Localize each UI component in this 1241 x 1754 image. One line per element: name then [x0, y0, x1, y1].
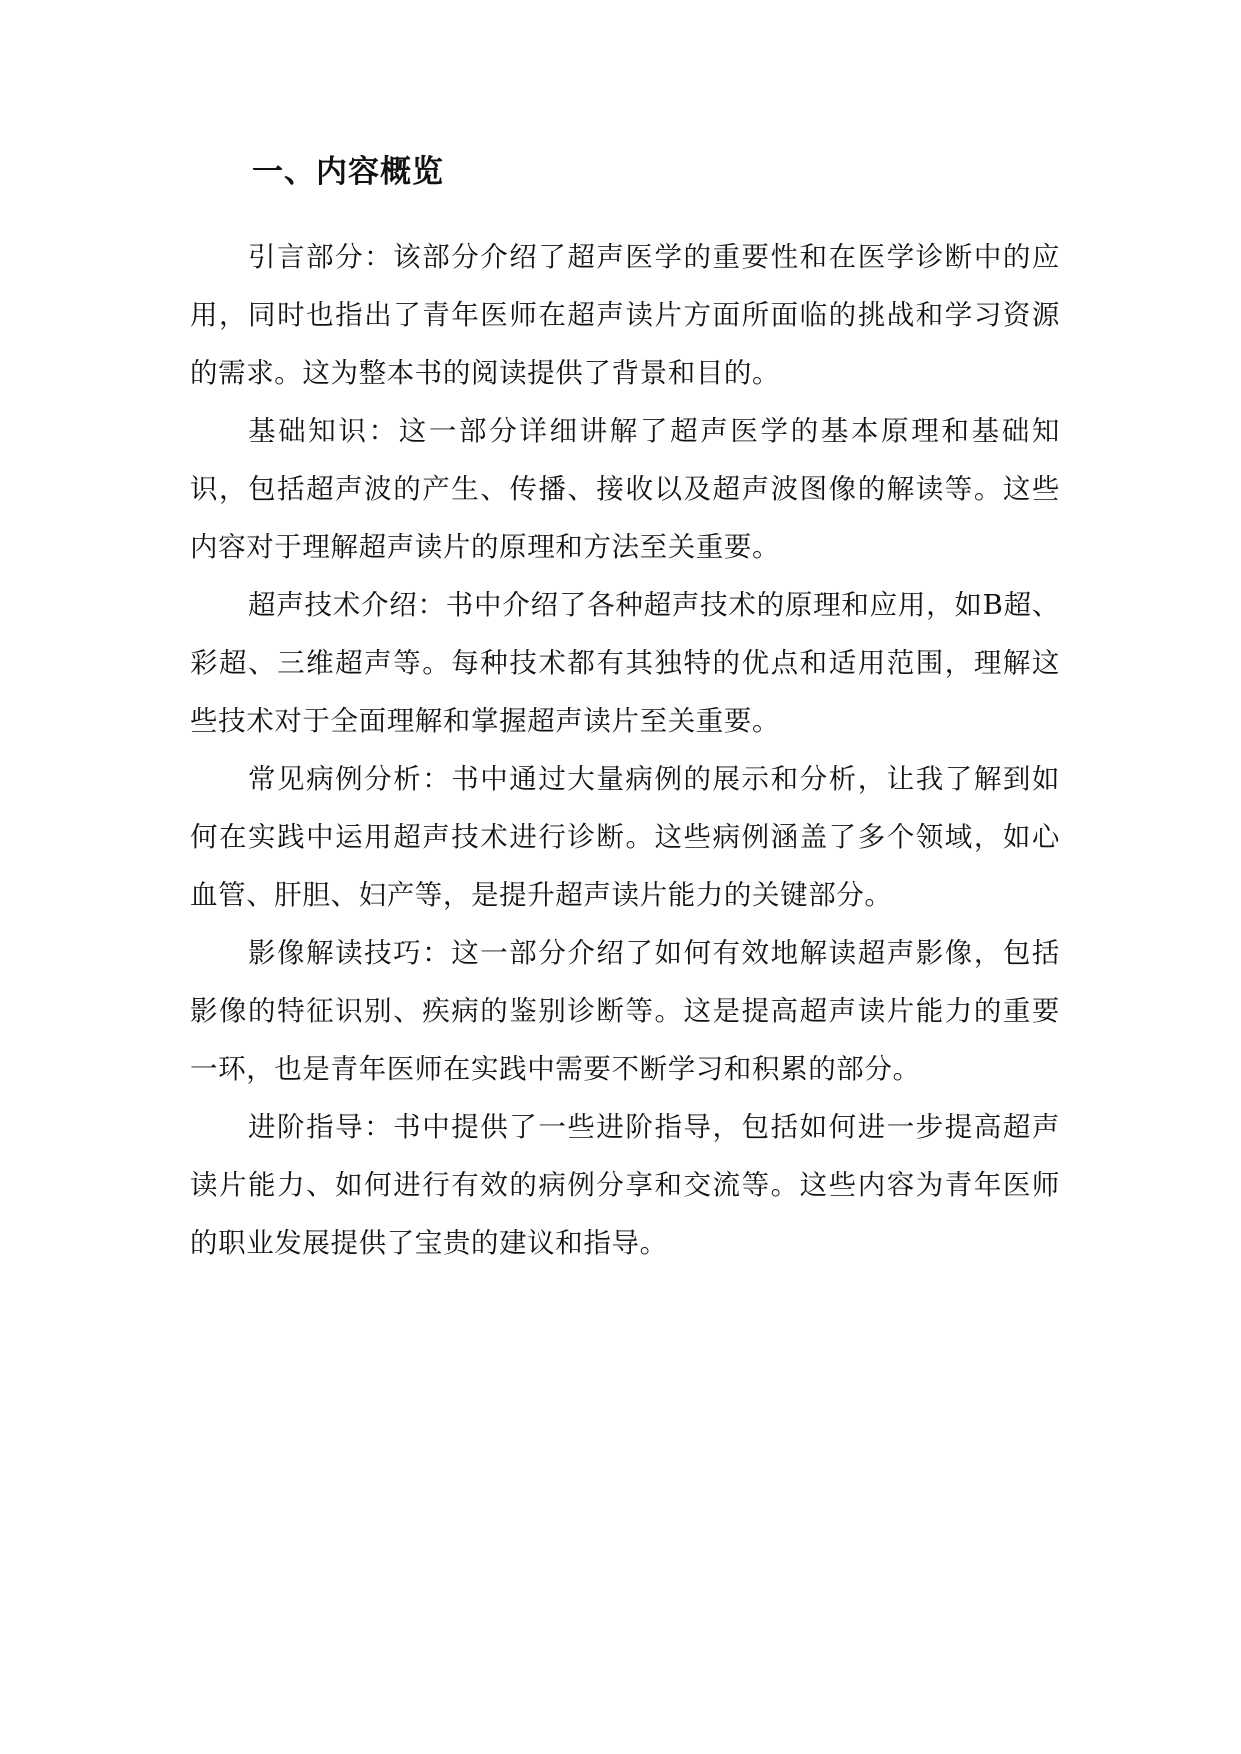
- section-heading: 一、内容概览: [252, 154, 444, 190]
- paragraph-advanced-guidance: 进阶指导：书中提供了一些进阶指导，包括如何进一步提高超声读片能力、如何进行有效的病例分享和交流等。这些内容为青年医师的职业发展提供了宝贵的建议和指导。: [190, 1111, 1060, 1259]
- paragraph-basic-knowledge: 基础知识：这一部分详细讲解了超声医学的基本原理和基础知识，包括超声波的产生、传播、接收以及超声波图像的解读等。这些内容对于理解超声读片的原理和方法至关重要。: [190, 415, 1060, 563]
- paragraph-image-reading-skills: 影像解读技巧：这一部分介绍了如何有效地解读超声影像，包括影像的特征识别、疾病的鉴别诊断等。这是提高超声读片能力的重要一环，也是青年医师在实践中需要不断学习和积累的部分。: [190, 937, 1060, 1085]
- paragraph-ultrasound-techniques: 超声技术介绍：书中介绍了各种超声技术的原理和应用，如B超、彩超、三维超声等。每种技术都有其独特的优点和适用范围，理解这些技术对于全面理解和掌握超声读片至关重要。: [190, 589, 1060, 737]
- paragraph-introduction: 引言部分：该部分介绍了超声医学的重要性和在医学诊断中的应用，同时也指出了青年医师在超声读片方面所面临的挑战和学习资源的需求。这为整本书的阅读提供了背景和目的。: [190, 241, 1060, 389]
- body-text: [190, 228, 1060, 1272]
- paragraph-case-analysis: 常见病例分析：书中通过大量病例的展示和分析，让我了解到如何在实践中运用超声技术进行诊断。这些病例涵盖了多个领域，如心血管、肝胆、妇产等，是提升超声读片能力的关键部分。: [190, 763, 1060, 911]
